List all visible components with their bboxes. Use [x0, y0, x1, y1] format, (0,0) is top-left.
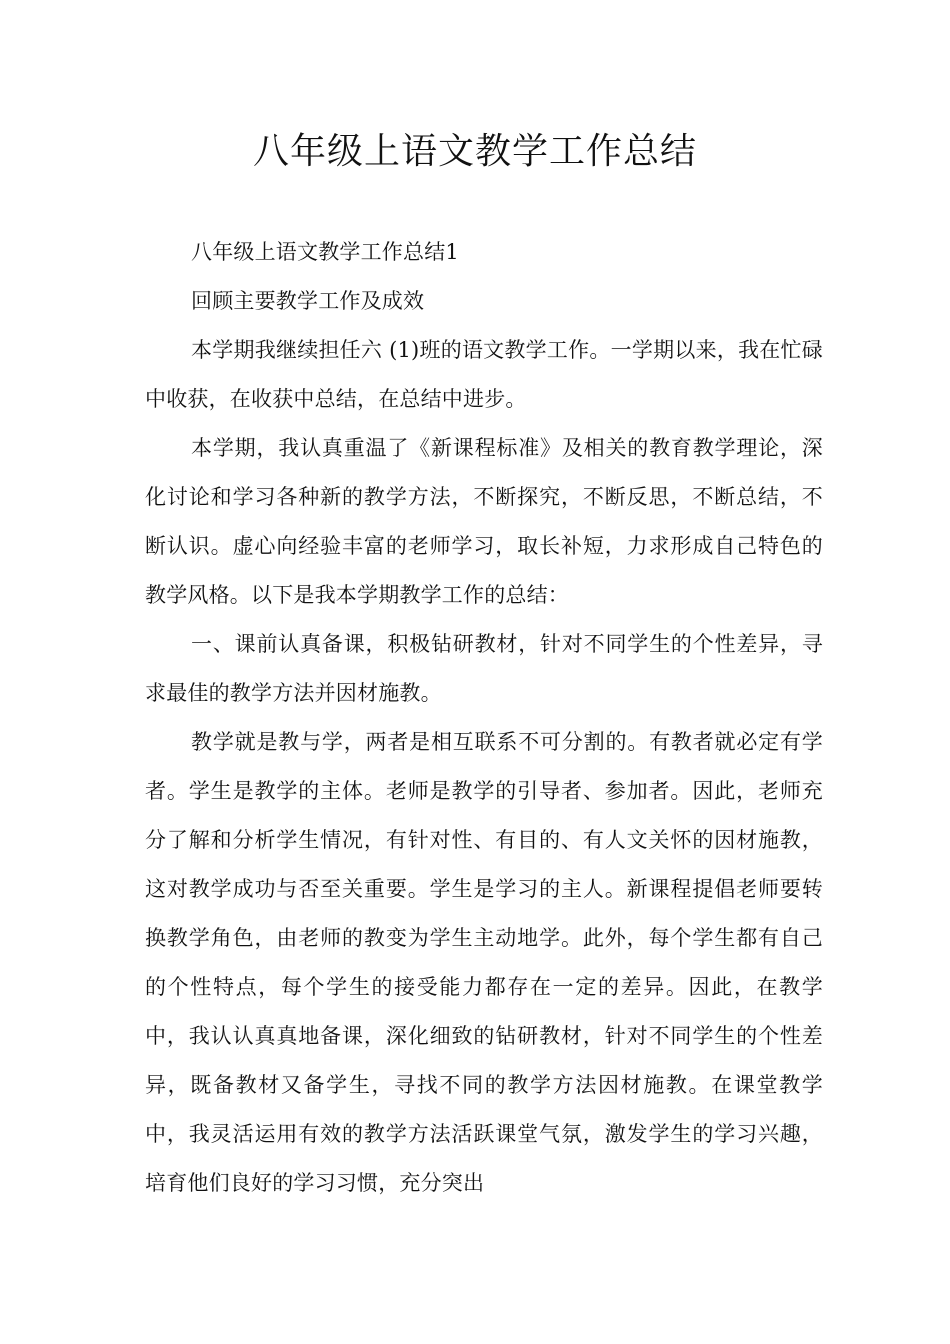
paragraph: 教学就是教与学，两者是相互联系不可分割的。有教者就必定有学者。学生是教学的主体。老师是教学的引导者、参加者。因此，老师充分了解和分析学生情况，有针对性、有目的、有人文关怀的因材施教，这对教学成功与否至关重要。学生是学习的主人。新课程提倡老师要转换教学角色，由老师的教变为学生主动地学。此外，每个学生都有自己的个性特点，每个学生的接受能力都存在一定的差异。因此，在教学中，我认认真真地备课，深化细致的钻研教材，针对不同学生的个性差异，既备教材又备学生，寻找不同的教学方法因材施教。在课堂教学中，我灵活运用有效的教学方法活跃课堂气氛，激发学生的学习兴趣，培育他们良好的学习习惯，充分突出 — [145, 730, 823, 1195]
paragraph: 本学期我继续担任六 (1)班的语文教学工作。一学期以来，我在忙碌中收获，在收获中总结，在总结中进步。 — [145, 338, 823, 411]
document-body — [145, 228, 823, 1208]
document-title: 八年级上语文教学工作总结 — [252, 131, 697, 172]
paragraph: 一、课前认真备课，积极钻研教材，针对不同学生的个性差异，寻求最佳的教学方法并因材施教。 — [145, 632, 823, 705]
subheading: 回顾主要教学工作及成效 — [191, 289, 425, 313]
section-heading: 八年级上语文教学工作总结1 — [191, 240, 459, 264]
paragraph: 本学期，我认真重温了《新课程标准》及相关的教育教学理论，深化讨论和学习各种新的教学方法，不断探究，不断反思，不断总结，不断认识。虚心向经验丰富的老师学习，取长补短，力求形成自己特色的教学风格。以下是我本学期教学工作的总结： — [145, 436, 823, 607]
